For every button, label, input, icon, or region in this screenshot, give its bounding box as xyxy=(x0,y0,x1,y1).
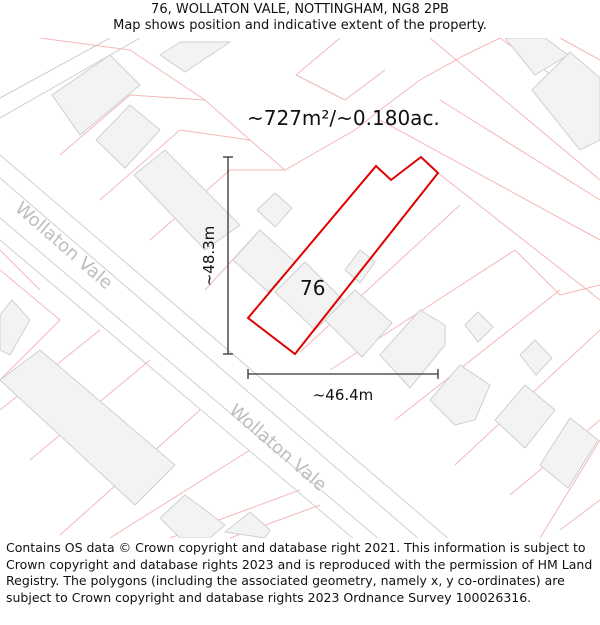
building xyxy=(495,385,555,448)
building xyxy=(465,312,493,342)
street-label-west: Wollaton Vale xyxy=(10,197,117,294)
property-map[interactable] xyxy=(0,38,600,538)
building xyxy=(520,340,552,375)
area-label: ~727m²/~0.180ac. xyxy=(247,106,440,130)
building xyxy=(430,365,490,425)
building xyxy=(0,300,30,355)
property-address: 76, WOLLATON VALE, NOTTINGHAM, NG8 2PB xyxy=(151,2,449,17)
building xyxy=(160,42,230,72)
map-subtitle: Map shows position and indicative extent of the property. xyxy=(113,18,487,33)
height-dimension-line xyxy=(223,157,233,354)
building xyxy=(257,193,292,227)
plot-number: 76 xyxy=(300,276,326,300)
height-dimension-label: ~48.3m xyxy=(200,225,218,287)
width-dimension-label: ~46.4m xyxy=(312,386,374,404)
building xyxy=(160,495,225,538)
building xyxy=(134,150,240,250)
map-header xyxy=(0,0,600,40)
street-label-south: Wollaton Vale xyxy=(224,399,331,496)
attribution-text: Contains OS data © Crown copyright and database right 2021. This information is subject to Crown copyright and database rights 2023 and is reproduced with the permission of HM Land Registry. The polygons (including the associated geometry, namely x, y co-ordinates) are subject to Crown copyright and database rights 2023 Ordnance Survey 100026316. xyxy=(6,540,593,605)
building xyxy=(225,512,270,538)
building xyxy=(345,250,375,283)
building xyxy=(0,350,175,505)
building xyxy=(96,105,160,168)
